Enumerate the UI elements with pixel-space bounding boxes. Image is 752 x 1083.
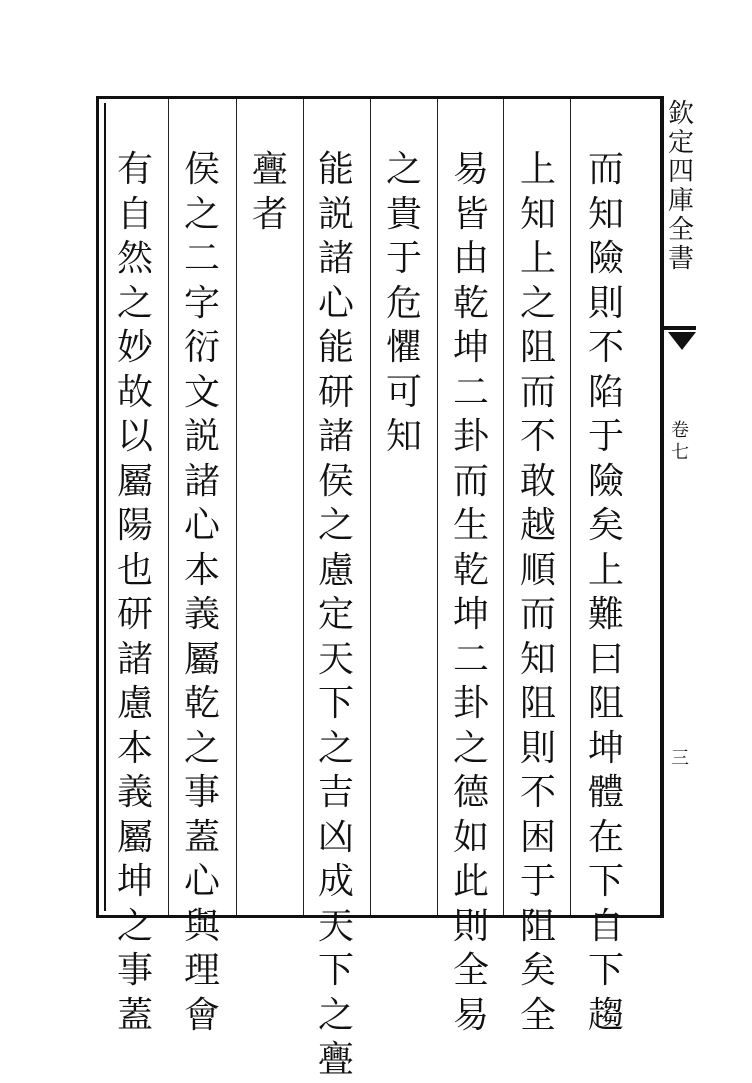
character: 二 bbox=[452, 638, 489, 680]
character: 易 bbox=[452, 149, 489, 190]
character: 卦 bbox=[452, 416, 489, 457]
text-column-1 bbox=[576, 148, 636, 1038]
juan-number bbox=[668, 420, 692, 464]
character: 阻 bbox=[519, 327, 556, 368]
character: 説 bbox=[183, 416, 220, 457]
column-rule bbox=[503, 99, 504, 915]
character: 險 bbox=[587, 460, 624, 502]
character: 本 bbox=[183, 549, 220, 591]
text-column-2 bbox=[508, 148, 568, 1038]
character: 然 bbox=[116, 238, 153, 279]
character: 下 bbox=[587, 950, 624, 991]
column-rule bbox=[437, 99, 438, 915]
character: 全 bbox=[452, 950, 489, 991]
character: 陽 bbox=[116, 505, 153, 546]
character: 亹 bbox=[317, 1039, 354, 1080]
character: 不 bbox=[519, 416, 556, 457]
character: 義 bbox=[116, 772, 153, 813]
character: 文 bbox=[183, 371, 220, 413]
character: 自 bbox=[116, 193, 153, 235]
character: 能 bbox=[317, 327, 354, 368]
character: 如 bbox=[452, 816, 489, 858]
character: 卦 bbox=[452, 683, 489, 724]
character: 説 bbox=[317, 193, 354, 235]
character: 易 bbox=[452, 994, 489, 1036]
character: 矣 bbox=[587, 505, 624, 546]
character: 之 bbox=[317, 994, 354, 1036]
character: 之 bbox=[519, 282, 556, 324]
character: 乾 bbox=[183, 683, 220, 724]
character: 之 bbox=[183, 727, 220, 769]
character: 研 bbox=[116, 594, 153, 635]
character: 之 bbox=[116, 282, 153, 324]
character: 心 bbox=[183, 505, 220, 546]
fishtail-mark bbox=[668, 332, 696, 350]
character: 者 bbox=[251, 193, 288, 235]
character: 之 bbox=[317, 727, 354, 769]
character: 衍 bbox=[183, 327, 220, 368]
character: 與 bbox=[183, 905, 220, 947]
text-column-7 bbox=[172, 148, 232, 1038]
margin-character: 七 bbox=[671, 442, 689, 463]
character: 諸 bbox=[183, 460, 220, 502]
character: 以 bbox=[116, 416, 153, 457]
character: 成 bbox=[317, 861, 354, 902]
character: 順 bbox=[519, 549, 556, 591]
margin-character: 四 bbox=[667, 157, 694, 187]
character: 義 bbox=[183, 594, 220, 635]
character: 曰 bbox=[587, 638, 624, 680]
margin-character: 欽 bbox=[667, 99, 694, 129]
character: 趨 bbox=[587, 994, 624, 1036]
character: 心 bbox=[183, 861, 220, 902]
character: 知 bbox=[587, 193, 624, 235]
character: 不 bbox=[587, 327, 624, 368]
character: 諸 bbox=[317, 238, 354, 279]
character: 體 bbox=[587, 772, 624, 813]
character: 二 bbox=[183, 238, 220, 279]
character: 貴 bbox=[385, 193, 422, 235]
character: 于 bbox=[385, 238, 422, 279]
character: 坤 bbox=[587, 727, 624, 769]
character: 乾 bbox=[452, 282, 489, 324]
character: 慮 bbox=[317, 549, 354, 591]
text-column-3 bbox=[441, 148, 501, 1038]
character: 險 bbox=[587, 238, 624, 279]
character: 全 bbox=[519, 994, 556, 1036]
character: 自 bbox=[587, 905, 624, 947]
character: 難 bbox=[587, 594, 624, 635]
text-column-8 bbox=[105, 148, 165, 1038]
margin-character: 定 bbox=[667, 128, 694, 158]
character: 字 bbox=[183, 282, 220, 324]
character: 屬 bbox=[183, 638, 220, 680]
character: 下 bbox=[317, 683, 354, 724]
character: 不 bbox=[519, 772, 556, 813]
character: 坤 bbox=[116, 861, 153, 902]
character: 天 bbox=[317, 905, 354, 947]
character: 下 bbox=[587, 861, 624, 902]
character: 之 bbox=[385, 149, 422, 190]
margin-title bbox=[666, 100, 696, 274]
character: 困 bbox=[519, 816, 556, 858]
margin-character: 庫 bbox=[667, 186, 694, 216]
character: 天 bbox=[317, 638, 354, 680]
character: 理 bbox=[183, 950, 220, 991]
character: 諸 bbox=[317, 416, 354, 457]
character: 蓋 bbox=[183, 816, 220, 858]
character: 下 bbox=[317, 950, 354, 991]
character: 陷 bbox=[587, 371, 624, 413]
margin-character: 書 bbox=[667, 244, 694, 274]
margin-character: 卷 bbox=[671, 420, 689, 441]
column-rule bbox=[236, 99, 237, 915]
character: 則 bbox=[519, 727, 556, 769]
character: 本 bbox=[116, 727, 153, 769]
character: 事 bbox=[116, 950, 153, 991]
character: 而 bbox=[452, 460, 489, 502]
column-rule bbox=[370, 99, 371, 915]
character: 會 bbox=[183, 994, 220, 1036]
character: 二 bbox=[452, 371, 489, 413]
character: 凶 bbox=[317, 816, 354, 858]
text-column-4 bbox=[374, 148, 434, 460]
character: 心 bbox=[317, 282, 354, 324]
character: 知 bbox=[385, 416, 422, 457]
character: 上 bbox=[519, 238, 556, 279]
character: 屬 bbox=[116, 460, 153, 502]
character: 坤 bbox=[452, 327, 489, 368]
character: 有 bbox=[116, 149, 153, 190]
character: 定 bbox=[317, 594, 354, 635]
character: 上 bbox=[587, 549, 624, 591]
character: 故 bbox=[116, 371, 153, 413]
character: 在 bbox=[587, 816, 624, 858]
character: 皆 bbox=[452, 193, 489, 235]
character: 而 bbox=[587, 149, 624, 190]
character: 能 bbox=[317, 149, 354, 190]
character: 諸 bbox=[116, 638, 153, 680]
character: 研 bbox=[317, 371, 354, 413]
character: 之 bbox=[452, 727, 489, 769]
character: 則 bbox=[452, 905, 489, 947]
margin-rule bbox=[662, 96, 664, 918]
character: 知 bbox=[519, 638, 556, 680]
column-rule bbox=[303, 99, 304, 915]
margin-character: 三 bbox=[671, 748, 689, 769]
character: 也 bbox=[116, 549, 153, 591]
column-rule bbox=[168, 99, 169, 915]
character: 侯 bbox=[317, 460, 354, 502]
character: 亹 bbox=[251, 149, 288, 190]
character: 知 bbox=[519, 193, 556, 235]
column-rule bbox=[570, 99, 571, 915]
text-column-6 bbox=[240, 148, 300, 237]
character: 越 bbox=[519, 505, 556, 546]
character: 敢 bbox=[519, 460, 556, 502]
character: 慮 bbox=[116, 683, 153, 724]
character: 阻 bbox=[519, 905, 556, 947]
character: 坤 bbox=[452, 594, 489, 635]
character: 之 bbox=[116, 905, 153, 947]
character: 之 bbox=[183, 193, 220, 235]
character: 事 bbox=[183, 772, 220, 813]
character: 于 bbox=[587, 416, 624, 457]
character: 之 bbox=[317, 505, 354, 546]
character: 屬 bbox=[116, 816, 153, 858]
character: 阻 bbox=[587, 683, 624, 724]
character: 生 bbox=[452, 505, 489, 546]
character: 吉 bbox=[317, 772, 354, 813]
character: 德 bbox=[452, 772, 489, 813]
character: 可 bbox=[385, 371, 422, 413]
folio-number bbox=[668, 748, 692, 770]
character: 阻 bbox=[519, 683, 556, 724]
character: 上 bbox=[519, 149, 556, 190]
fishtail-bar bbox=[664, 326, 696, 330]
character: 懼 bbox=[385, 327, 422, 368]
text-column-5 bbox=[306, 148, 366, 1083]
character: 矣 bbox=[519, 950, 556, 991]
character: 則 bbox=[587, 282, 624, 324]
character: 于 bbox=[519, 861, 556, 902]
character: 乾 bbox=[452, 549, 489, 591]
character: 侯 bbox=[183, 149, 220, 190]
character: 蓋 bbox=[116, 994, 153, 1036]
character: 此 bbox=[452, 861, 489, 902]
character: 妙 bbox=[116, 327, 153, 368]
character: 危 bbox=[385, 282, 422, 324]
character: 由 bbox=[452, 238, 489, 279]
character: 而 bbox=[519, 594, 556, 635]
margin-character: 全 bbox=[667, 215, 694, 245]
character: 而 bbox=[519, 371, 556, 413]
